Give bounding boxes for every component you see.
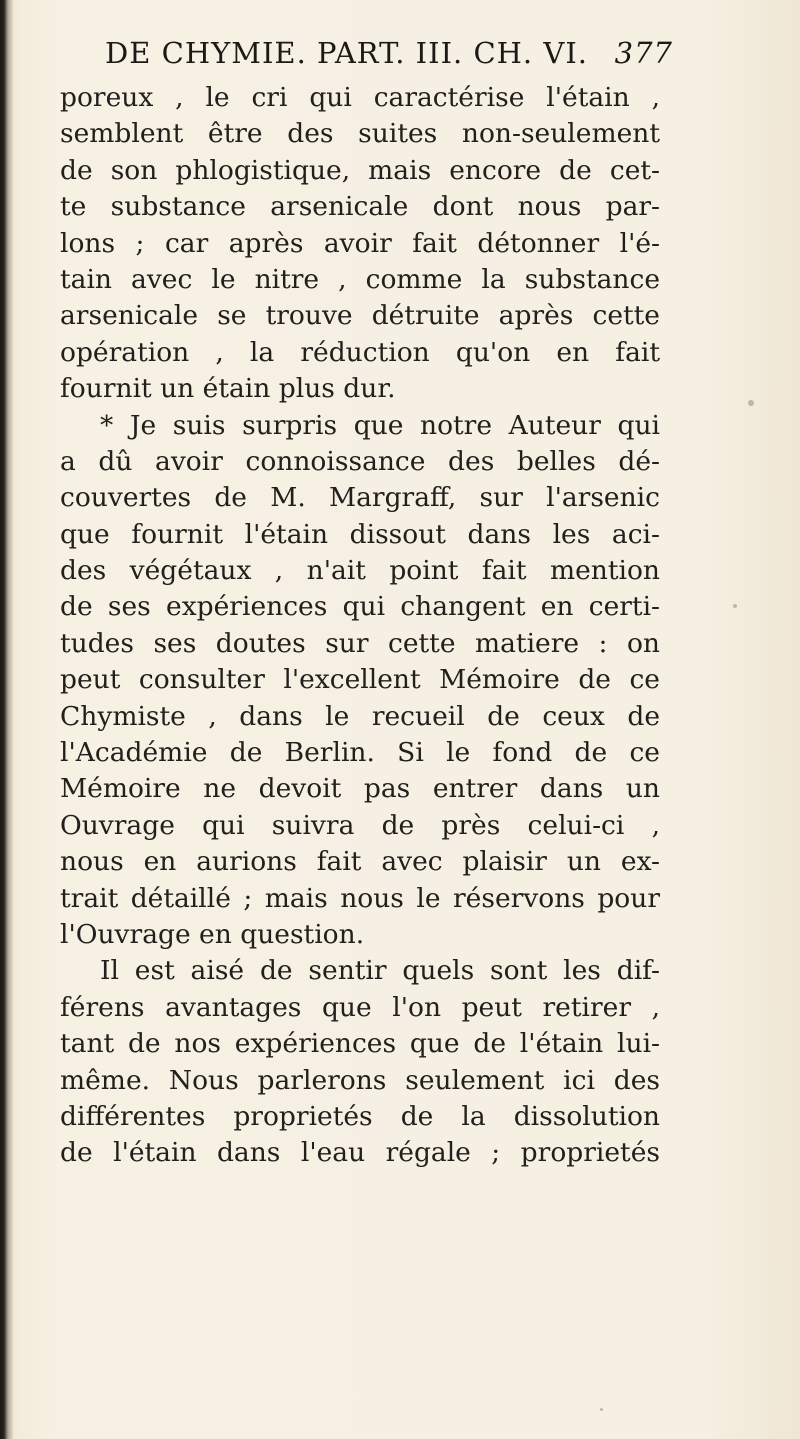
footnote-line: nous en aurions fait avec plaisir un ex- [60,846,660,878]
text-line: arsenicale se trouve détruite après cette [60,300,660,332]
text-line: même. Nous parlerons seulement ici des [60,1064,660,1096]
page-number: 377 [614,36,673,70]
footnote-line: Mémoire ne devoit pas entrer dans un [60,773,660,805]
footnote-line: couvertes de M. Margraff, sur l'arsenic [60,482,660,514]
running-head-title: DE CHYMIE. PART. III. CH. VI. [105,36,588,70]
text-line: fournit un étain plus dur. [60,373,396,405]
footnote-line: Chymiste , dans le recueil de ceux de [60,700,660,732]
text-line: tain avec le nitre , comme la substance [60,263,660,295]
footnote-line: l'Académie de Berlin. Si le fond de ce [60,737,660,769]
footnote-line: * Je suis surpris que notre Auteur qui [100,409,660,441]
footnote-line: Ouvrage qui suivra de près celui-ci , [60,809,660,841]
footnote-line: que fournit l'étain dissout dans les aci- [60,518,660,550]
footnote-line: trait détaillé ; mais nous le réservons pour [60,882,660,914]
text-line: tant de nos expériences que de l'étain lui- [60,1028,660,1060]
footnote-line: tudes ses doutes sur cette matiere : on [60,627,660,659]
footnote-line: des végétaux , n'ait point fait mention [60,555,660,587]
footnote-line: a dû avoir connoissance des belles dé- [60,445,660,477]
body-text [60,80,660,1172]
paper-speck [748,400,754,406]
text-line: de son phlogistique, mais encore de cet- [60,154,660,186]
text-line: lons ; car après avoir fait détonner l'é- [60,227,660,259]
text-line: férens avantages que l'on peut retirer , [60,991,660,1023]
footnote-line: peut consulter l'excellent Mémoire de ce [60,664,660,696]
text-line: différentes proprietés de la dissolution [60,1100,660,1132]
text-line: semblent être des suites non-seulement [60,118,660,150]
binding-shadow [0,0,14,1439]
running-head [105,36,673,70]
paper-speck [733,604,737,608]
paper-speck [600,1408,603,1411]
text-line: Il est aisé de sentir quels sont les dif- [100,955,660,987]
footnote-line: de ses expériences qui changent en certi- [60,591,660,623]
text-line: te substance arsenicale dont nous par- [60,191,660,223]
text-line: poreux , le cri qui caractérise l'étain , [60,82,660,113]
footnote-line: l'Ouvrage en question. [60,918,365,950]
text-line: opération , la réduction qu'on en fait [60,336,660,368]
text-line: de l'étain dans l'eau régale ; proprietés [60,1137,660,1169]
